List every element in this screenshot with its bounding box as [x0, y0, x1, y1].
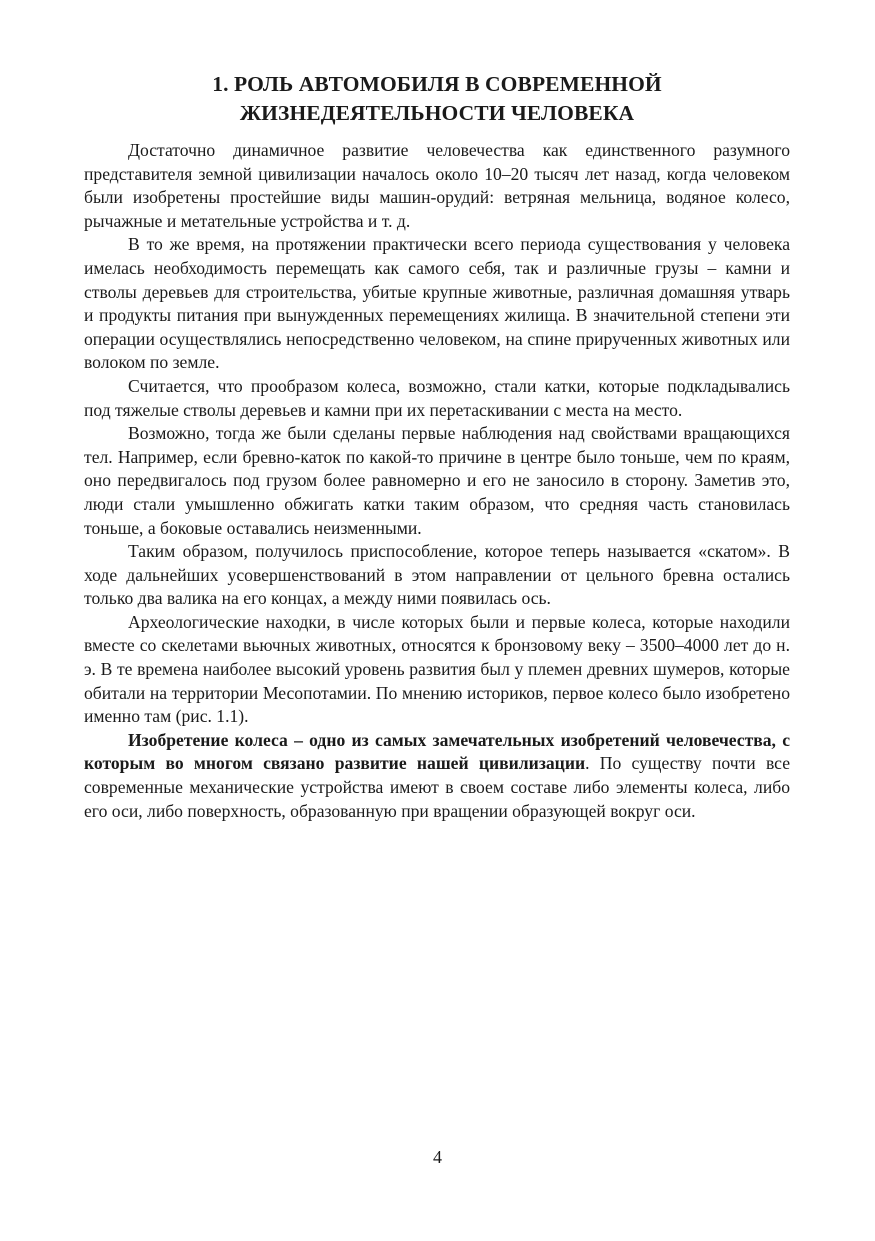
paragraph-5: Таким образом, получилось приспособление, которое теперь называется «скатом». В ходе дальнейших усовершенствований в этом направлении от цельного бревна остались только два валика на его концах, а между ними появилась ось. — [84, 541, 790, 609]
section-title — [84, 70, 790, 128]
paragraph-7 — [84, 729, 790, 823]
paragraph-6: Археологические находки, в числе которых были и первые колеса, которые находили вместе со скелетами вьючных животных, относятся к бронзовому веку – 3500–4000 лет до н. э. В те времена наиболее высокий уровень развития был у племен древних шумеров, которые обитали на территории Месопотамии. По мнению историков, первое колесо было изобретено именно там (рис. 1.1). — [84, 611, 790, 727]
paragraph-3: Считается, что прообразом колеса, возможно, стали катки, которые подкладывались под тяжелые стволы деревьев и камни при их перетаскивании с места на место. — [84, 375, 790, 420]
paragraph-1: Достаточно динамичное развитие человечества как единственного разумного представителя земной цивилизации началось около 10–20 тысяч лет назад, когда человеком были изобретены простейшие виды машин-орудий: ветряная мельница, водяное колесо, рычажные и метательные устройства и т. д. — [84, 140, 790, 231]
paragraph-7-text: . По существу почти все современные механические устройства имеют в своем составе либо элементы колеса, либо его оси, либо поверхность, образованную при вращении образующей вокруг оси. — [84, 753, 791, 821]
document-page — [84, 70, 790, 823]
paragraph-7-bold-statement: Изобретение колеса – одно из самых замечательных изобретений человечества, с которым во многом связано развитие нашей цивилизации — [84, 729, 790, 774]
paragraph-2: В то же время, на протяжении практически всего периода существования у человека имелась необходимость перемещать как самого себя, так и различные грузы – камни и стволы деревьев для строительства, убитые крупные животные, различная домашняя утварь и продукты питания при вынужденных перемещениях жилища. В значительной степени эти операции осуществлялись непосредственно человеком, на спине прирученных животных или волоком по земле. — [84, 234, 790, 373]
page-number: 4 — [433, 1147, 442, 1167]
paragraph-4: Возможно, тогда же были сделаны первые наблюдения над свойствами вращающихся тел. Например, если бревно-каток по какой-то причине в центре было тоньше, чем по краям, оно передвигалось под грузом более равномерно и его не заносило в сторону. Заметив это, люди стали умышленно обжигать катки таким образом, что средняя часть становилась тоньше, а боковые оставались неизменными. — [84, 423, 790, 538]
section-title-line-2: ЖИЗНЕДЕЯТЕЛЬНОСТИ ЧЕЛОВЕКА — [239, 101, 635, 125]
section-title-line-1: 1. РОЛЬ АВТОМОБИЛЯ В СОВРЕМЕННОЙ — [212, 72, 662, 96]
